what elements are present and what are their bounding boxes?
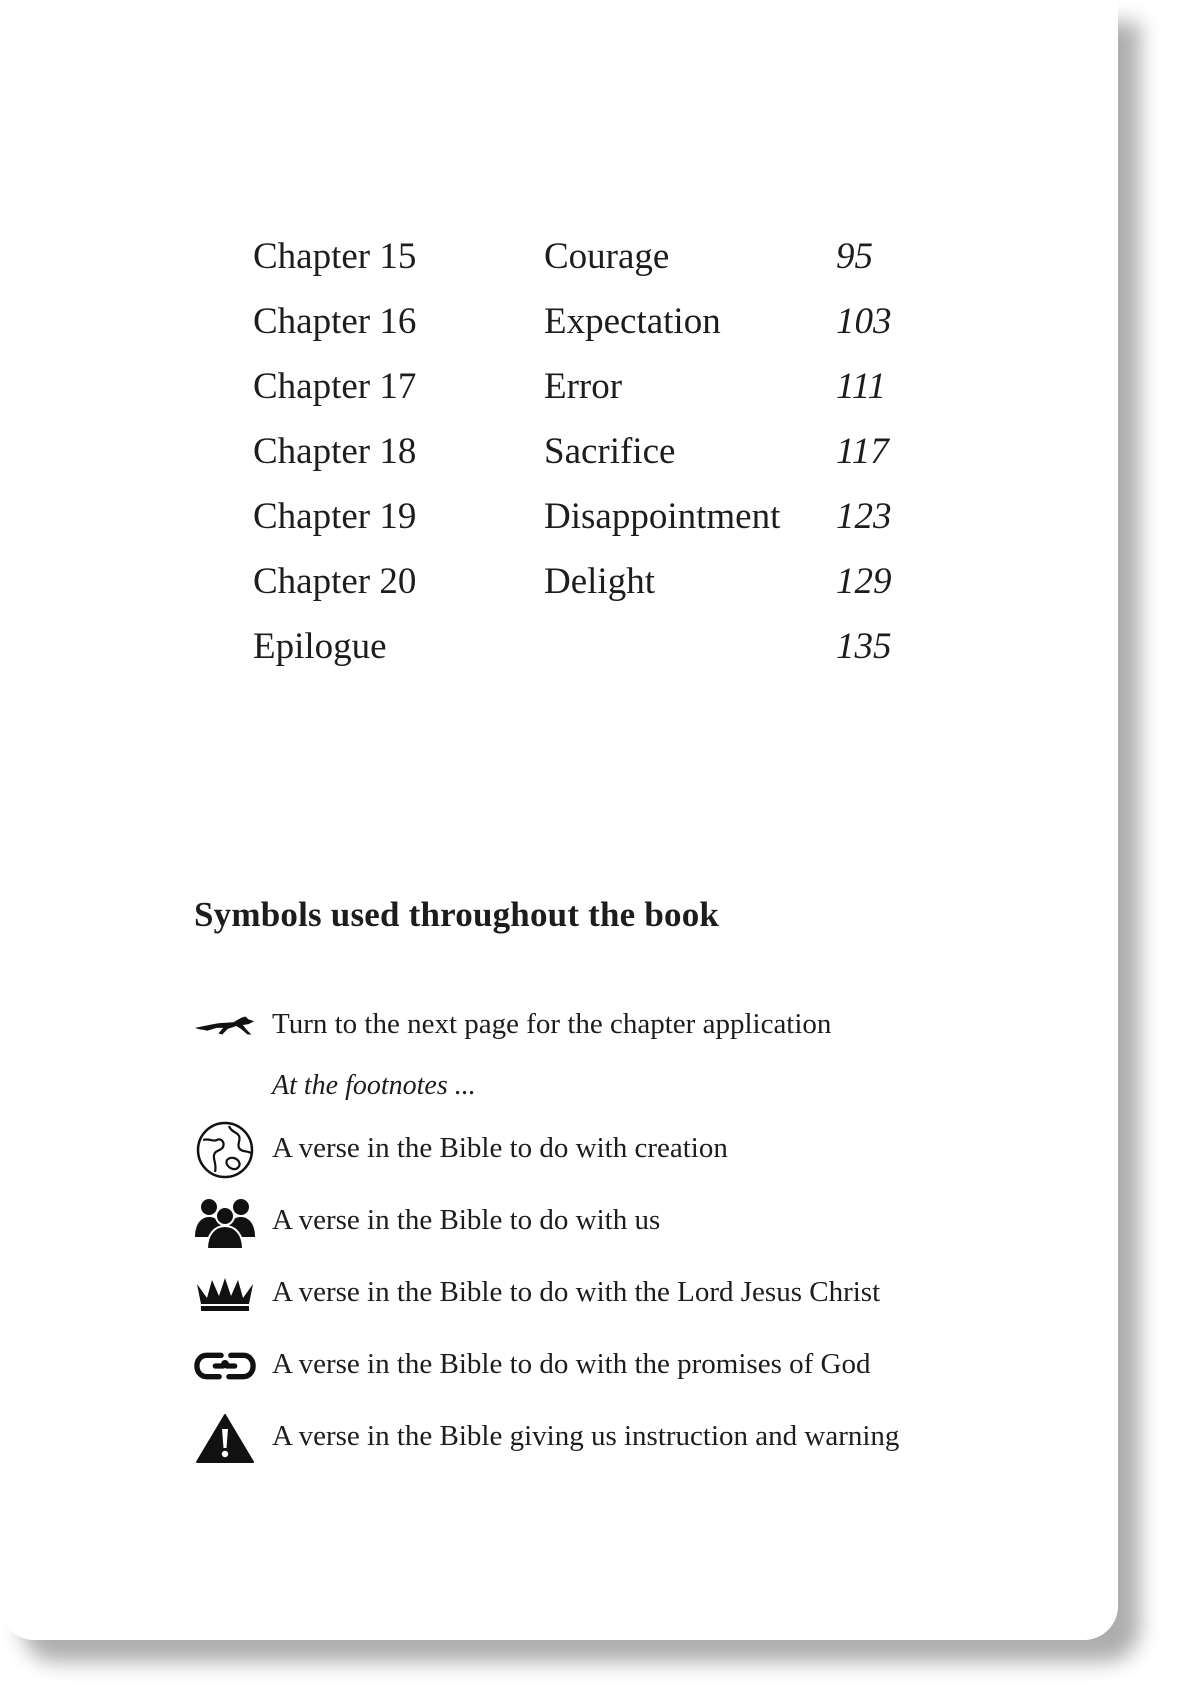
symbol-text: A verse in the Bible to do with creation	[272, 1132, 728, 1164]
toc-chapter: Chapter 18	[253, 431, 417, 472]
toc-chapter: Epilogue	[253, 626, 387, 667]
crown-icon	[194, 1263, 256, 1325]
symbol-row-us	[194, 1191, 954, 1253]
toc-title: Delight	[544, 561, 655, 602]
toc-title: Disappointment	[544, 496, 781, 537]
symbol-text: A verse in the Bible to do with the promises of God	[272, 1348, 871, 1380]
symbol-text: A verse in the Bible giving us instruction and warning	[272, 1420, 900, 1452]
globe-icon	[194, 1119, 256, 1181]
symbol-row-lord-jesus	[194, 1263, 954, 1325]
toc-page-number: 111	[836, 366, 887, 407]
toc-title: Expectation	[544, 301, 721, 342]
symbol-row-creation	[194, 1119, 954, 1181]
footnotes-label: At the footnotes ...	[272, 1070, 476, 1101]
symbols-legend	[194, 895, 954, 1452]
running-fox-icon	[194, 995, 256, 1057]
chain-link-icon	[194, 1335, 256, 1397]
toc-title: Courage	[544, 236, 670, 277]
toc-page-number: 135	[836, 626, 892, 667]
toc-chapter: Chapter 17	[253, 366, 417, 407]
symbols-heading: Symbols used throughout the book	[194, 895, 720, 934]
toc-page-number: 117	[836, 431, 889, 472]
symbol-row-next-page	[194, 995, 954, 1057]
toc-chapter: Chapter 16	[253, 301, 417, 342]
symbol-row-promises	[194, 1335, 954, 1397]
warning-triangle-icon	[194, 1407, 256, 1469]
toc-title: Sacrifice	[544, 431, 676, 472]
people-group-icon	[194, 1191, 256, 1253]
toc-chapter: Chapter 19	[253, 496, 417, 537]
toc-chapter: Chapter 15	[253, 236, 417, 277]
toc-title: Error	[544, 366, 623, 407]
symbol-text: A verse in the Bible to do with the Lord Jesus Christ	[272, 1276, 881, 1308]
toc-chapter: Chapter 20	[253, 561, 417, 602]
toc-page-number: 123	[836, 496, 892, 537]
symbol-row-instruction-warning	[194, 1407, 954, 1469]
toc-page-number: 129	[836, 561, 892, 602]
toc-page-number: 95	[836, 236, 873, 277]
symbol-text: A verse in the Bible to do with us	[272, 1204, 661, 1236]
toc-page-number: 103	[836, 301, 892, 342]
symbol-text: Turn to the next page for the chapter application	[272, 1008, 832, 1040]
